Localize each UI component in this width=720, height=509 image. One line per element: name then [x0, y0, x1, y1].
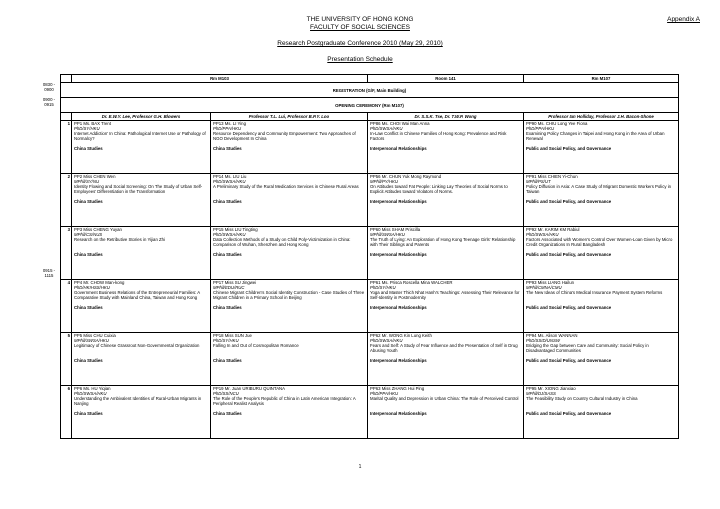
paper-title: Factors Associated with Women's Control Over Women-Loan Given by Micro Credit Organizations In Rural Bangladesh — [526, 237, 673, 247]
affiliation: PhD/HKIHSS/HKU — [74, 285, 110, 290]
paper-title: Understanding the Ambivalent Identities of Rural-Urban Migrants in Nanjing — [74, 396, 202, 406]
presenter: PP2 Miss CHEN Wen — [74, 174, 116, 179]
presentation-cell — [211, 174, 368, 227]
affiliation: PhD/PPA/HKU — [213, 126, 242, 131]
paper-title: Resource Dependency and Community Empowerment: Two Approaches of NGO Development In China — [213, 131, 356, 141]
stream-label: China Studies — [213, 199, 242, 204]
stream-label: China Studies — [74, 411, 103, 416]
paper-title: The New Ideas of China's Medical Insurance Payment System Reforms — [526, 290, 663, 295]
affiliation: PhD/SY/HKU — [370, 285, 396, 290]
paper-title: Research on the Retributive Stories in Yijian Zhi — [74, 237, 165, 242]
affiliation: MPhil/CS/NUS — [74, 232, 103, 237]
affiliation: PhD/SWSA/HKU — [74, 391, 107, 396]
time-registration: 0830 - 0900 — [42, 82, 56, 92]
affiliation: PhD/SS/NCU — [213, 391, 239, 396]
room-141: Room 141 — [368, 75, 524, 83]
presentation-cell — [211, 333, 368, 386]
paper-title: Internet Addiction' In China: Pathological Internet Use or Pathology of Normalcy? — [74, 131, 206, 141]
presentation-cell — [211, 227, 368, 280]
appendix-label: Appendix A — [667, 16, 700, 23]
paper-title: Chinese Migrant Children's Social Identity Construction - Case Studies of Three Migrant Children in a Primary School in Beijing — [213, 290, 365, 300]
slot-number: 3 — [61, 227, 72, 280]
presentation-cell — [368, 227, 524, 280]
session-row — [61, 121, 679, 174]
room-header-row — [61, 75, 679, 83]
presentation-cell — [524, 121, 679, 174]
paper-title: Bridging the Gap between Care and Community: Social Policy in Disadvantaged Communities — [526, 343, 649, 353]
affiliation: PhD/SWSA/HKU — [526, 232, 559, 237]
slot-number: 6 — [61, 386, 72, 439]
presenter: PP60 Miss SHAM Priscilla — [370, 227, 421, 232]
presentation-cell — [72, 333, 211, 386]
affiliation: PhD/SY/HKU — [213, 338, 239, 343]
presenter: PP17 Miss SU Jingwei — [213, 280, 257, 285]
presenter: PP6 Ms. HU Yiqian — [74, 386, 111, 391]
page-number: 1 — [358, 464, 362, 470]
stream-label: Public and Social Policy, and Governance — [526, 305, 612, 310]
presenter: PP62 Mr. WONG Kin Lung Keith — [370, 333, 432, 338]
registration-row — [61, 83, 679, 98]
paper-title: Falling In and Out of Cosmopolitan Romance — [213, 343, 299, 348]
affiliation: MPhil/PS/UT — [526, 179, 551, 184]
session-row — [61, 280, 679, 333]
stream-label: China Studies — [213, 305, 242, 310]
presenter: PP18 Miss SUN Jue — [213, 333, 252, 338]
stream-label: China Studies — [213, 358, 242, 363]
chair-cell: Professor T.L. Lui, Professor B.P.Y. Loo — [211, 113, 368, 121]
time-sessions: 0915 - 1115 — [42, 268, 56, 278]
stream-label: Interpersonal Relationships — [370, 146, 427, 151]
presentation-cell — [524, 227, 679, 280]
presenter: PP86 Ms. CHOI Wai Man Anna — [370, 121, 430, 126]
paper-title: Legitimacy of Chinese Grassroot Non-Governmental Organization — [74, 343, 200, 348]
presentation-cell — [72, 174, 211, 227]
affiliation: PhD/SWSA/HKU — [213, 179, 246, 184]
presenter: PP93 Miss LIANG Hailun — [526, 280, 575, 285]
room-m103: Rm M103 — [72, 75, 368, 83]
paper-title: Examining Policy Changes in Taipei and Hong Kong in the Area of Urban Renewal — [526, 131, 665, 141]
chair-cell: Dr. S.S.K. Tse, Dr. T.W.P. Wong — [368, 113, 524, 121]
presenter: PP19 Mr. Juan URIBURU QUINTANA — [213, 386, 286, 391]
presenter: PP4 Mr. CHOW Man-kong — [74, 280, 125, 285]
affiliation: PhD/PPA/HKU — [526, 126, 555, 131]
affiliation: MPhil/SWSA/HKU — [370, 232, 405, 237]
paper-title: The Role of the People's Republic of China in Latin American Integration: A Peripheral Realist Analysis — [213, 396, 356, 406]
presenter: PP92 Mr. KARIM KM Rabiul — [526, 227, 580, 232]
presentation-cell — [524, 386, 679, 439]
presentation-cell — [524, 174, 679, 227]
stream-label: China Studies — [74, 252, 103, 257]
session-row — [61, 227, 679, 280]
slot-number: 5 — [61, 333, 72, 386]
presentation-cell — [211, 280, 368, 333]
affiliation: MPhil/SY/NU — [74, 179, 100, 184]
stream-label: Interpersonal Relationships — [370, 411, 427, 416]
paper-title: The Truth of Lying: An Exploration of Hong Kong Teenage Girls' Relationship with Their Siblings and Parents — [370, 237, 516, 247]
affiliation: PhD/SSID/UNSW — [526, 338, 560, 343]
affiliation: PhD/SWSA/HKU — [370, 126, 403, 131]
presenter: PP13 Ms. LI Ying — [213, 121, 246, 126]
paper-title: Marital Quality and Depression in Urban China: The Role of Perceived Control — [370, 396, 519, 401]
registration-text: REGISTRATION (G/F, Main Building) — [61, 83, 679, 98]
paper-title: Yoga and Master Thich Nhat Hanh's Teachings: Assessing Their Relevance for Self-Identity in Postmodernity — [370, 290, 520, 300]
stream-label: Interpersonal Relationships — [370, 305, 427, 310]
affiliation: PhD/SWSA/HKU — [213, 232, 246, 237]
presentation-cell — [368, 386, 524, 439]
presenter: PP95 Mr. XIONG Jianxiao — [526, 386, 576, 391]
slot-number: 2 — [61, 174, 72, 227]
faculty-title: FACULTY OF SOCIAL SCIENCES — [310, 24, 410, 31]
presentation-cell — [72, 121, 211, 174]
stream-label: Interpersonal Relationships — [370, 252, 427, 257]
session-row — [61, 333, 679, 386]
session-row — [61, 174, 679, 227]
stream-label: Public and Social Policy, and Governance — [526, 411, 612, 416]
presentation-cell — [72, 280, 211, 333]
presenter: PP1 Ms. BAX Trent — [74, 121, 112, 126]
chair-cell: Dr. E.W.Y. Lee, Professor G.H. Blowers — [72, 113, 211, 121]
paper-title: In-Law Conflict in Chinese Families of Hong Kong: Prevalence and Risk Factors — [370, 131, 507, 141]
stream-label: Interpersonal Relationships — [370, 358, 427, 363]
affiliation: MPhil/PY/HKU — [370, 179, 398, 184]
stream-label: Public and Social Policy, and Governance — [526, 252, 612, 257]
paper-title: On Attitudes toward Fat People: Linking Lay Theories of Social Norms to Explicit Attitudes toward Violators of Norms. — [370, 184, 508, 194]
affiliation: MPhil/SWSA/HKU — [74, 338, 109, 343]
presentation-cell — [368, 121, 524, 174]
university-title: THE UNIVERSITY OF HONG KONG — [306, 16, 414, 23]
presentation-cell — [524, 280, 679, 333]
session-row — [61, 386, 679, 439]
stream-label: Public and Social Policy, and Governance — [526, 146, 612, 151]
stream-label: Interpersonal Relationships — [370, 199, 427, 204]
presentation-cell — [368, 280, 524, 333]
affiliation: PhD/SY/HKU — [74, 126, 100, 131]
paper-title: A Preliminary Study of the Rural Medication Services in Chinese Rural Areas — [213, 184, 359, 189]
presenter: PP3 Miss CHENG Yuyan — [74, 227, 122, 232]
affiliation: PhD/SWSA/HKU — [370, 338, 403, 343]
opening-row — [61, 98, 679, 113]
paper-title: Data Collection Methods of a Study on Child Poly-Victimization in China: Comparison of Wuhan, Shenzhen and Hong Kong — [213, 237, 351, 247]
chair-row — [61, 113, 679, 121]
stream-label: Public and Social Policy, and Governance — [526, 358, 612, 363]
presenter: PP5 Miss CHU Cuixia — [74, 333, 116, 338]
paper-title: Policy Diffusion in Asia: A Case Study of Migrant Domestic Workers Policy in Taiwan — [526, 184, 672, 194]
presenter: PP91 Miss CHIEN Yi-Chun — [526, 174, 578, 179]
presentation-cell — [368, 174, 524, 227]
presenter: PP94 Ms. Alison WANNAN — [526, 333, 578, 338]
presentation-cell — [368, 333, 524, 386]
paper-title: The Feasibility Study on Country Cultural Industry in China — [526, 396, 638, 401]
presenter: PP61 Ms. Prisca Roscella Mina WALCHER — [370, 280, 453, 285]
chair-cell: Professor Ian Holliday, Professor J.H. Bacon-Shone — [524, 113, 679, 121]
time-opening: 0900 - 0915 — [42, 97, 56, 107]
presenter: PP15 Miss LIU Tingting — [213, 227, 258, 232]
affiliation: MPhil/DJ/SASS — [526, 391, 556, 396]
paper-title: Fears and Self: A Study of Fear Influence and the Presentation of Self in Drug Abusing Youth — [370, 343, 518, 353]
presenter: PP90 Ms. CHIU Long Yee Fiona — [526, 121, 588, 126]
stream-label: China Studies — [74, 358, 103, 363]
schedule-title: Presentation Schedule — [327, 56, 393, 63]
presenter: PP56 Mr. CHUN Yuk Mong Raymond — [370, 174, 442, 179]
slot-number: 4 — [61, 280, 72, 333]
presenter: PP14 Ms. LIU Liu — [213, 174, 247, 179]
affiliation: MPhil/CMNA/CMU — [526, 285, 562, 290]
schedule-table — [60, 74, 679, 439]
stream-label: China Studies — [74, 199, 103, 204]
room-m107: Rm M107 — [524, 75, 679, 83]
affiliation: MPhil/EDU/RUC — [213, 285, 245, 290]
presenter: PP63 Miss ZHANG Hui Ping — [370, 386, 425, 391]
paper-title: Government Business Relations of the Entrepreneurial Families: A Comparative Study with Mainland China, Taiwan and Hong Kong — [74, 290, 200, 300]
slot-number: 1 — [61, 121, 72, 174]
opening-text: OPENING CEREMONY (Rm M107) — [61, 98, 679, 113]
stream-label: China Studies — [213, 252, 242, 257]
stream-label: China Studies — [74, 146, 103, 151]
stream-label: China Studies — [74, 305, 103, 310]
affiliation: PhD/PPA/HKU — [370, 391, 399, 396]
presentation-cell — [211, 121, 368, 174]
presentation-cell — [72, 227, 211, 280]
presentation-cell — [211, 386, 368, 439]
paper-title: Identity Flowing and Social Screening: On The Study of Urban Self-Employees' Differentiation in the Transformation — [74, 184, 203, 194]
stream-label: China Studies — [213, 411, 242, 416]
presentation-cell — [72, 386, 211, 439]
conference-title: Research Postgraduate Conference 2010 (May 29, 2010) — [277, 40, 443, 47]
stream-label: China Studies — [213, 146, 242, 151]
stream-label: Public and Social Policy, and Governance — [526, 199, 612, 204]
presentation-cell — [524, 333, 679, 386]
